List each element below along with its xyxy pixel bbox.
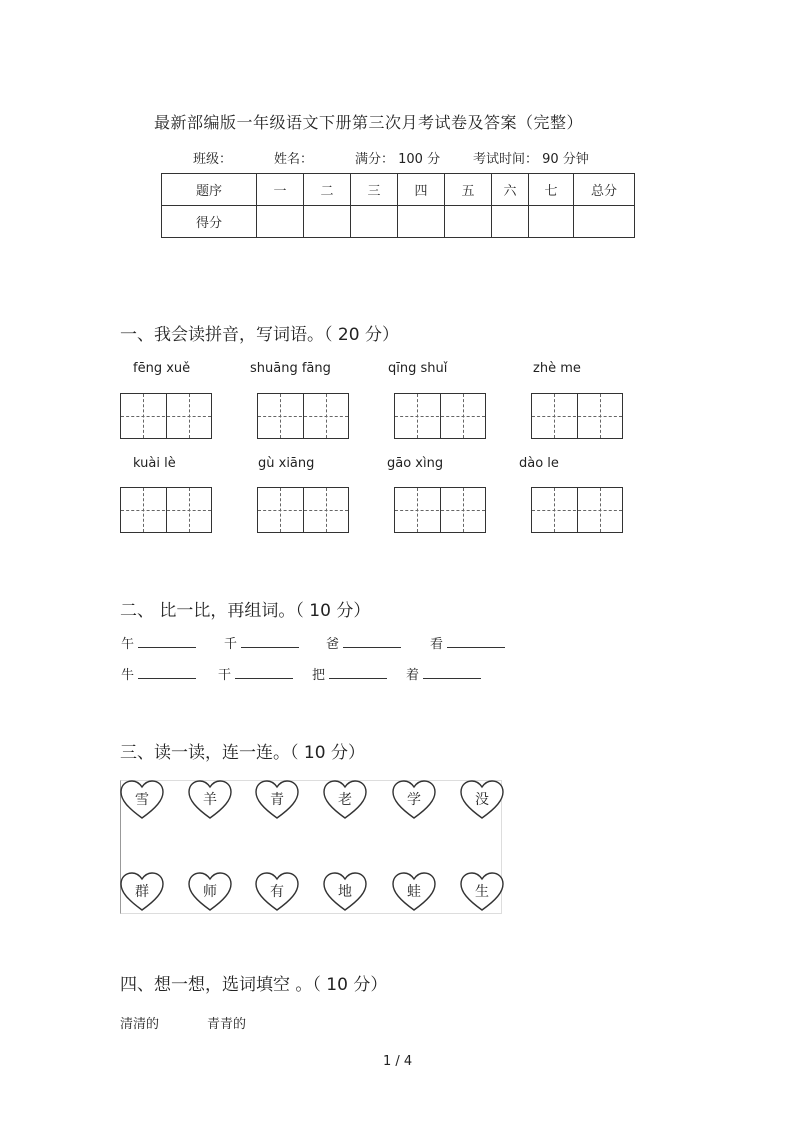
answer-blank[interactable] [138,635,196,648]
table-header-cell: 三 [351,174,398,206]
pinyin-label: dào le [519,456,559,471]
heart-char: 学 [407,792,421,808]
name-label: 姓名： [274,152,314,167]
heart-char: 生 [475,884,489,900]
exam-time-label: 考试时间： 90 分钟 [473,152,589,167]
writing-grid[interactable] [394,393,486,439]
pinyin-label: zhè me [533,361,581,376]
answer-blank[interactable] [235,666,293,679]
table-header-cell: 题序 [162,174,257,206]
table-header-cell: 二 [304,174,351,206]
score-cell[interactable] [304,206,351,238]
compare-char: 牛 [121,668,135,683]
compare-item [224,633,299,652]
table-header-cell: 七 [529,174,574,206]
writing-grid[interactable] [257,393,349,439]
compare-item [430,633,505,652]
score-cell[interactable] [257,206,304,238]
heart-card[interactable] [255,872,299,912]
compare-item [121,664,196,683]
score-cell[interactable] [574,206,635,238]
heart-card[interactable] [188,780,232,820]
compare-char: 干 [218,668,232,683]
answer-blank[interactable] [241,635,299,648]
score-cell[interactable] [351,206,398,238]
heart-char: 老 [338,792,352,808]
table-header-cell: 六 [492,174,529,206]
heart-card[interactable] [392,780,436,820]
score-table-score-row [162,206,635,238]
heart-char: 羊 [203,792,217,808]
full-score-label: 满分： 100 分 [355,152,441,167]
heart-card[interactable] [460,780,504,820]
writing-grid[interactable] [120,393,212,439]
heart-char: 有 [270,884,284,900]
matching-area [120,780,502,914]
heart-card[interactable] [460,872,504,912]
writing-grid[interactable] [394,487,486,533]
compare-char: 午 [121,637,135,652]
answer-blank[interactable] [423,666,481,679]
compare-char: 着 [406,668,420,683]
heart-char: 地 [338,884,352,900]
page-number: 1 / 4 [383,1054,413,1069]
heart-char: 雪 [135,792,149,808]
compare-char: 看 [430,637,444,652]
writing-grid[interactable] [531,487,623,533]
word-option: 青青的 [207,1017,247,1032]
score-cell[interactable] [445,206,492,238]
section-3-title: 三、读一读，连一连。（ 10 分） [120,743,365,763]
pinyin-label: gāo xìng [387,456,444,471]
compare-char: 千 [224,637,238,652]
heart-char: 没 [475,792,489,808]
heart-char: 青 [270,792,284,808]
compare-char: 爸 [326,637,340,652]
table-header-cell: 总分 [574,174,635,206]
compare-item [218,664,293,683]
heart-card[interactable] [323,780,367,820]
section-2-title: 二、 比一比，再组词。（ 10 分） [120,601,371,621]
heart-char: 蛙 [407,884,421,900]
compare-item [121,633,196,652]
pinyin-label: qīng shuǐ [388,361,448,376]
pinyin-label: kuài lè [133,456,176,471]
compare-char: 把 [312,668,326,683]
heart-char: 群 [135,884,149,900]
heart-card[interactable] [392,872,436,912]
score-cell[interactable] [529,206,574,238]
writing-grid[interactable] [120,487,212,533]
table-header-cell: 一 [257,174,304,206]
answer-blank[interactable] [329,666,387,679]
section-1-title: 一、我会读拼音，写词语。（ 20 分） [120,325,399,345]
table-header-cell: 四 [398,174,445,206]
section-4-title: 四、想一想，选词填空 。（ 10 分） [120,975,388,995]
word-option: 清清的 [120,1017,160,1032]
compare-item [406,664,481,683]
compare-item [326,633,401,652]
compare-item [312,664,387,683]
heart-card[interactable] [120,780,164,820]
heart-card[interactable] [188,872,232,912]
writing-grid[interactable] [531,393,623,439]
score-table-header-row [162,174,635,206]
heart-card[interactable] [255,780,299,820]
page-title: 最新部编版一年级语文下册第三次月考试卷及答案（完整） [154,113,584,132]
table-header-cell: 五 [445,174,492,206]
heart-card[interactable] [323,872,367,912]
answer-blank[interactable] [343,635,401,648]
pinyin-label: fēng xuě [133,361,191,376]
score-table [161,173,635,238]
score-cell[interactable] [492,206,529,238]
answer-blank[interactable] [138,666,196,679]
heart-char: 师 [203,884,217,900]
pinyin-label: shuāng fāng [250,361,331,376]
heart-card[interactable] [120,872,164,912]
writing-grid[interactable] [257,487,349,533]
table-row-label: 得分 [162,206,257,238]
answer-blank[interactable] [447,635,505,648]
class-label: 班级： [193,152,233,167]
score-cell[interactable] [398,206,445,238]
pinyin-label: gù xiāng [258,456,315,471]
